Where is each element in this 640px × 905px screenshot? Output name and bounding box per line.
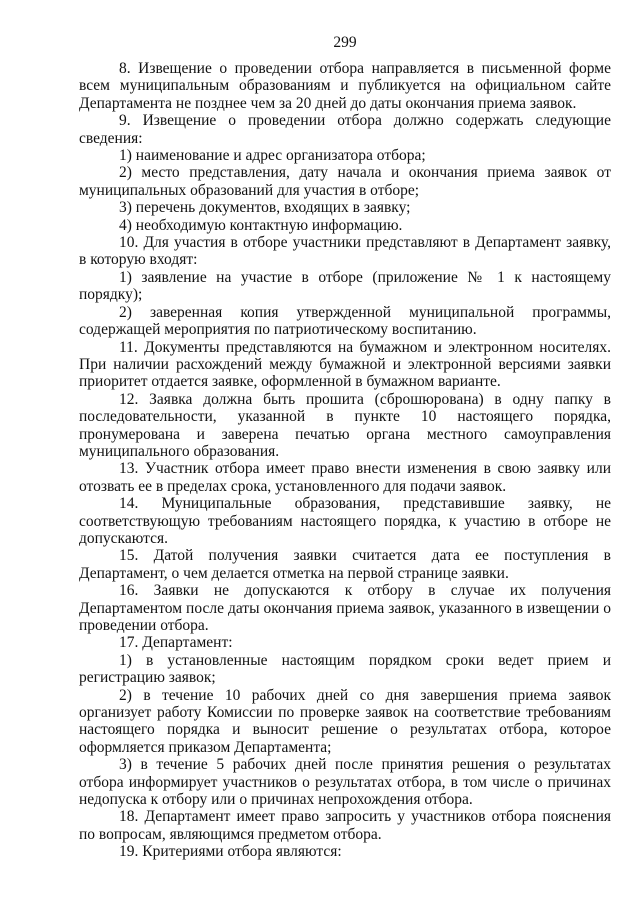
paragraph: 10. Для участия в отборе участники представляют в Департамент заявку, в которую входят: xyxy=(79,234,611,269)
paragraph: 3) в течение 5 рабочих дней после принятия решения о результатах отбора информирует участников о результатах отбора, в том числе о причинах недопуска к отбору или о причинах непрохождения отбора. xyxy=(79,756,611,809)
paragraph: 8. Извещение о проведении отбора направляется в письменной форме всем муниципальным образованиям и публикуется на официальном сайте Департамента не позднее чем за 20 дней до даты окончания приема заявок. xyxy=(79,60,611,112)
paragraph: 18. Департамент имеет право запросить у участников отбора пояснения по вопросам, являющимся предметом отбора. xyxy=(79,808,611,843)
paragraph: 2) заверенная копия утвержденной муниципальной программы, содержащей мероприятия по патриотическому воспитанию. xyxy=(79,303,611,339)
paragraph: 13. Участник отбора имеет право внести изменения в свою заявку или отозвать ее в пределах срока, установленного для подачи заявок. xyxy=(79,460,611,495)
paragraph: 1) заявление на участие в отборе (приложение № 1 к настоящему порядку); xyxy=(79,268,611,304)
document-page xyxy=(79,34,611,861)
paragraph: 16. Заявки не допускаются к отбору в случае их получения Департаментом после даты окончания приема заявок, указанного в извещении о проведении отбора. xyxy=(79,582,611,634)
paragraph: 2) место представления, дату начала и окончания приема заявок от муниципальных образований для участия в отборе; xyxy=(79,164,611,199)
paragraph: 19. Критериями отбора являются: xyxy=(119,843,342,861)
paragraph: 4) необходимую контактную информацию. xyxy=(119,216,403,234)
page-number: 299 xyxy=(333,34,357,51)
paragraph: 11. Документы представляются на бумажном и электронном носителях. При наличии расхождений между бумажной и электронной версиями заявки приоритет отдается заявке, оформленной в бумажном варианте. xyxy=(79,338,611,391)
paragraph: 1) наименование и адрес организатора отбора; xyxy=(119,147,426,165)
document-body xyxy=(79,60,611,861)
paragraph: 12. Заявка должна быть прошита (сброшюрована) в одну папку в последовательности, указанной в пункте 10 настоящего порядка, пронумерована и заверена печатью органа местного самоуправления муниципального образования. xyxy=(79,390,611,460)
paragraph: 15. Датой получения заявки считается дата ее поступления в Департамент, о чем делается отметка на первой странице заявки. xyxy=(79,547,611,582)
paragraph: 9. Извещение о проведении отбора должно содержать следующие сведения: xyxy=(79,112,611,147)
paragraph: 14. Муниципальные образования, представившие заявку, не соответствующую требованиям настоящего порядка, к участию в отборе не допускаются. xyxy=(79,495,611,547)
paragraph: 1) в установленные настоящим порядком сроки ведет прием и регистрацию заявок; xyxy=(79,651,611,687)
paragraph: 2) в течение 10 рабочих дней со дня завершения приема заявок организует работу Комиссии по проверке заявок на соответствие требованиям настоящего порядка и выносит решение о результатах отбора, которое оформляется приказом Департамента; xyxy=(79,686,611,756)
paragraph: 17. Департамент: xyxy=(119,634,233,652)
paragraph: 3) перечень документов, входящих в заявку; xyxy=(119,199,411,217)
